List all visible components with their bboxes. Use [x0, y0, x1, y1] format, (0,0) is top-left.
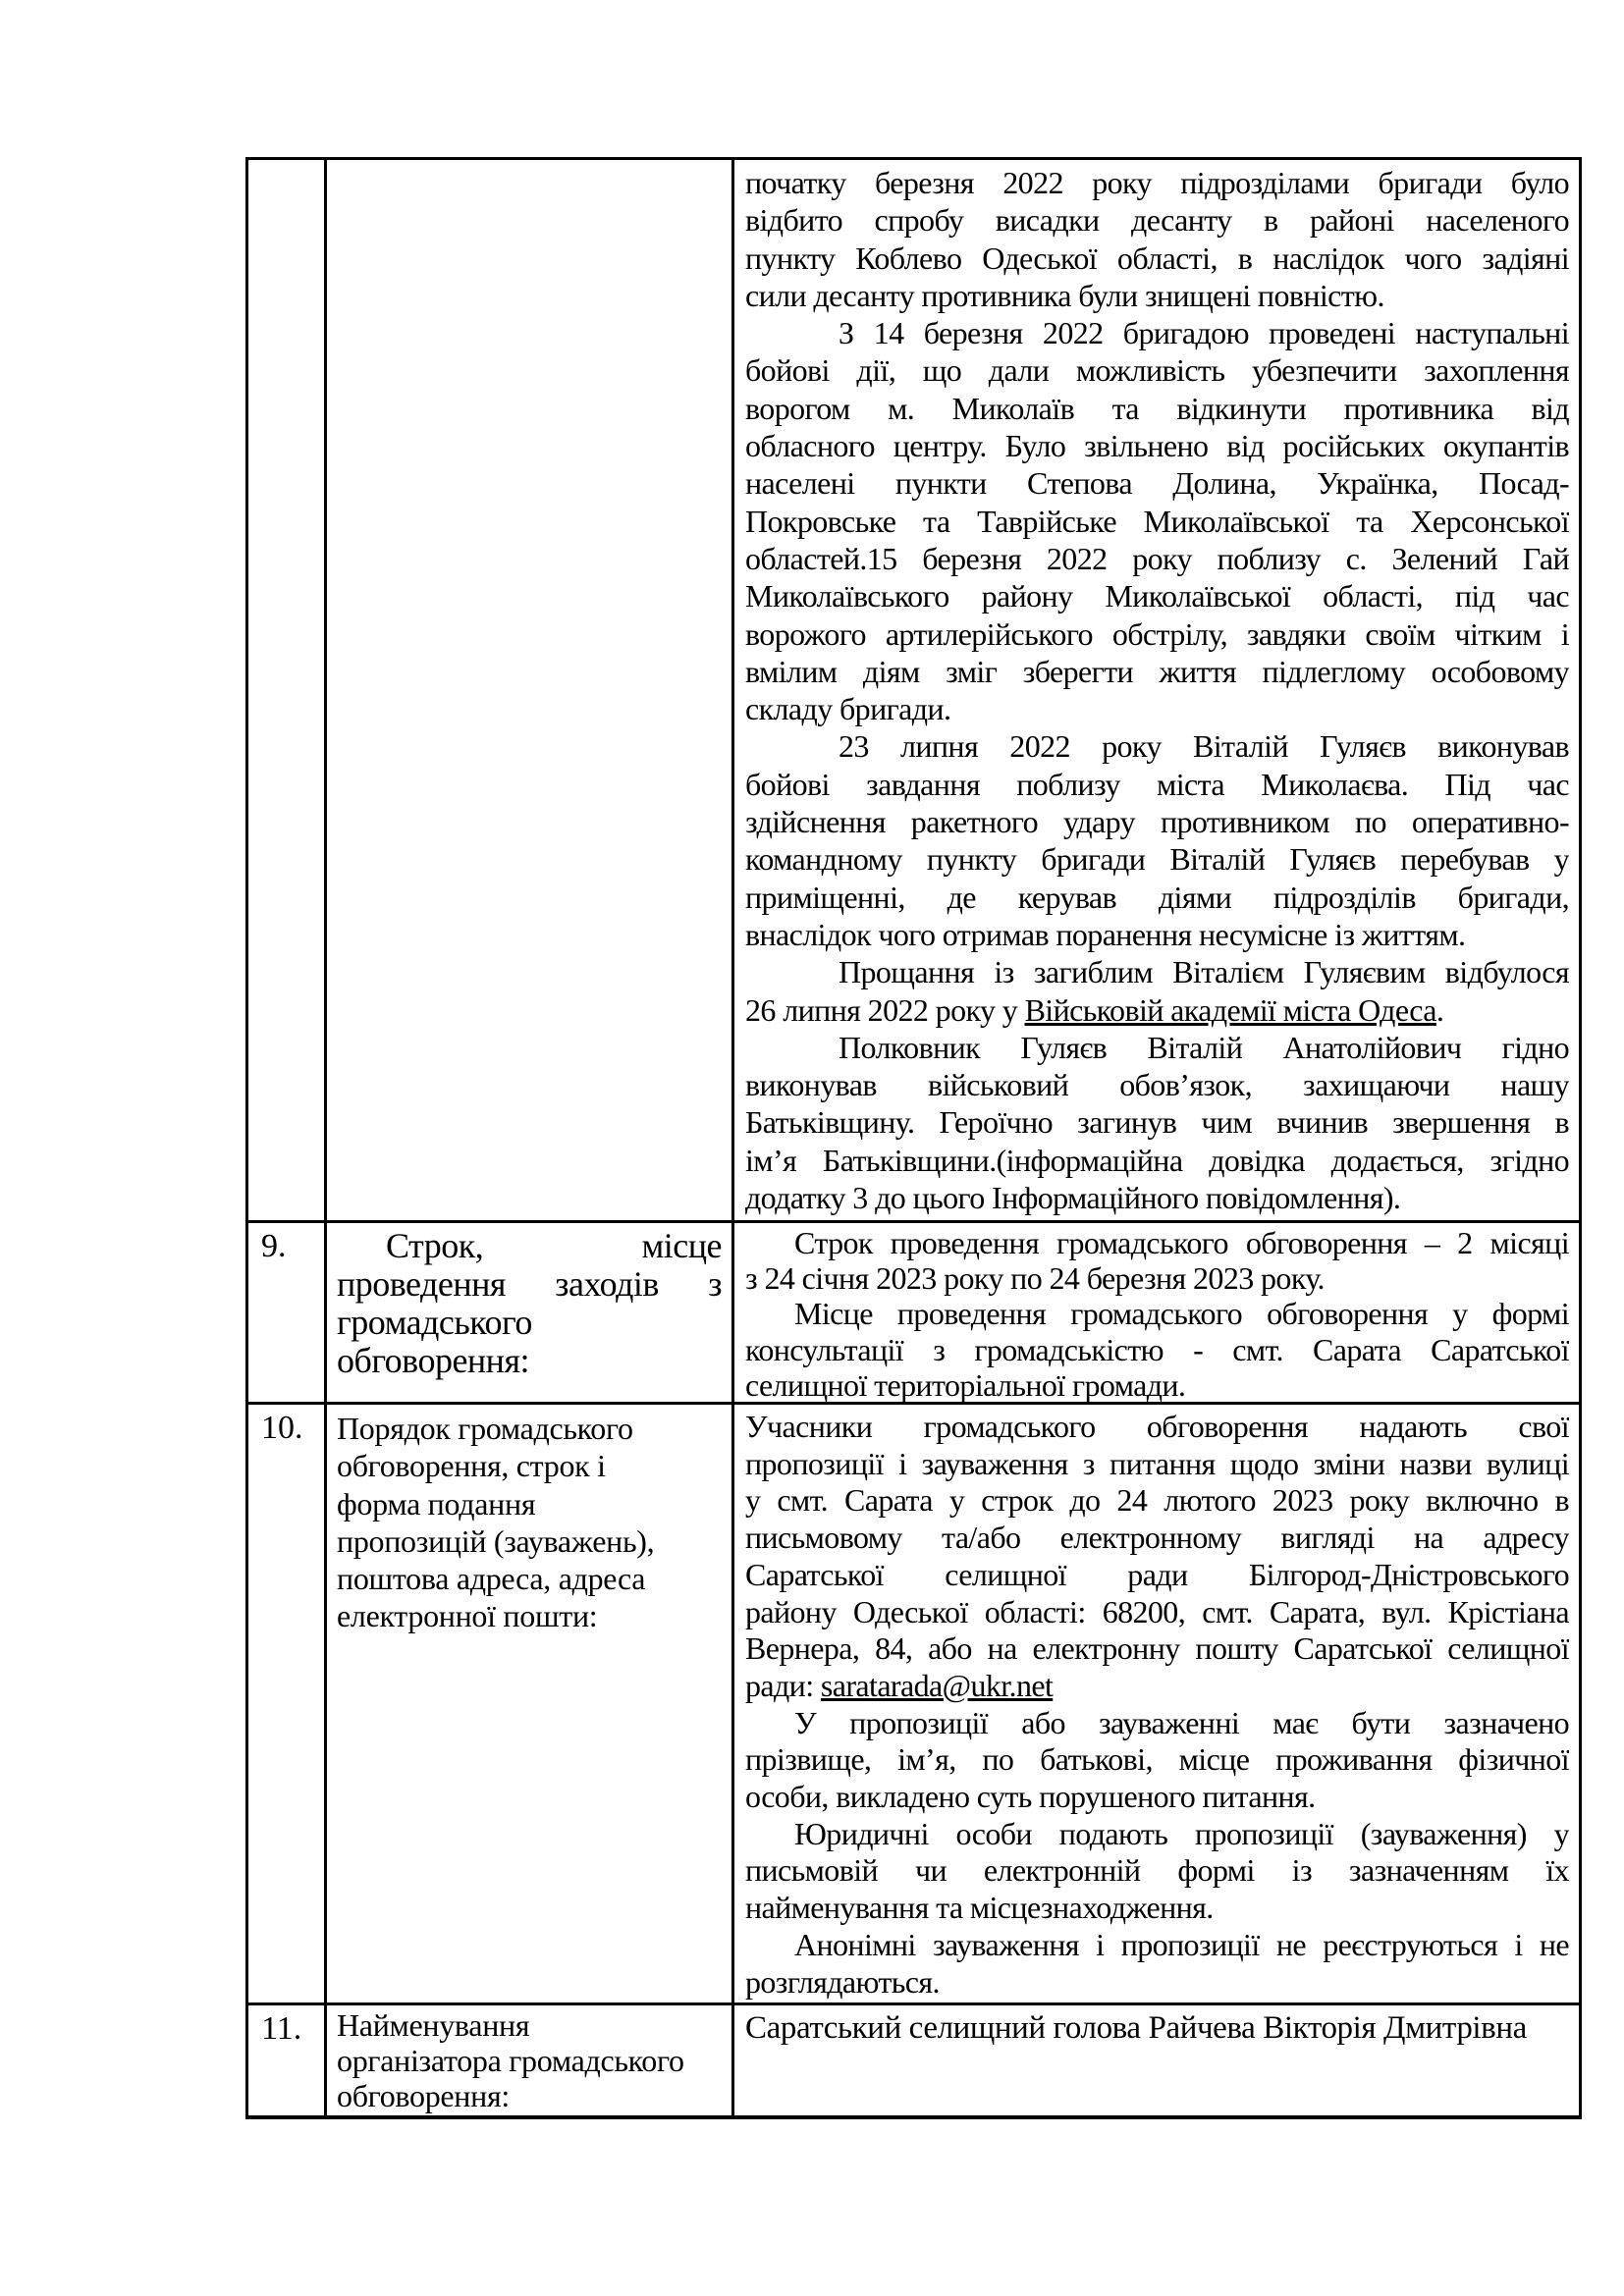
- text-line: форма подання: [337, 1485, 536, 1522]
- row-content-cell: [734, 1405, 1579, 2002]
- text-line: електронної пошти:: [337, 1598, 598, 1634]
- text-line: Місце проведення громадського обговорення у формі: [794, 1296, 1569, 1332]
- text-line: бойові дії, що дали можливість убезпечити захоплення: [745, 352, 1569, 389]
- text-line: обговорення:: [337, 1342, 530, 1380]
- text-line: письмовій чи електронній формі із зазначенням їх: [745, 1852, 1569, 1889]
- text-line: обласного центру. Було звільнено від російських окупантів: [745, 428, 1569, 464]
- text-line: Батьківщину. Героїчно загинув чим вчинив звершення в: [745, 1104, 1569, 1141]
- information-notice-table: [245, 157, 1582, 2119]
- text-line: пропозицій (зауважень),: [337, 1522, 655, 1559]
- row-content-cell: [734, 2005, 1579, 2115]
- table-row-11: [248, 2002, 1579, 2115]
- text-line: організатора громадського: [337, 2043, 684, 2078]
- text-line: 23 липня 2022 року Віталій Гуляєв виконував: [839, 728, 1569, 765]
- row-number-cell: 10.: [248, 1405, 327, 2002]
- text-line: обговорення, строк і: [337, 1448, 606, 1484]
- row-number-cell: 9.: [248, 1223, 327, 1402]
- text-line: Саратської селищної ради Білгород-Дністровського: [745, 1556, 1569, 1592]
- text-line: населені пункти Степова Долина, Українка, Посад-: [745, 465, 1569, 502]
- text-line: Прощання із загиблим Віталієм Гуляєвим відбулося: [839, 954, 1569, 990]
- row-number-cell: 11.: [248, 2005, 327, 2115]
- row-number-cell: [248, 160, 327, 1220]
- text-line: громадського: [337, 1304, 532, 1342]
- text-line: 26 липня 2022 року у Військовій академії міста Одеса.: [745, 991, 1444, 1028]
- table-row-8-continuation: [248, 160, 1579, 1220]
- text-line: селищної територіальної громади.: [745, 1366, 1186, 1402]
- text-line: ради: saratarada@ukr.net: [745, 1667, 1054, 1703]
- text-line: бойові завдання поблизу міста Миколаєва. Під час: [745, 766, 1569, 802]
- text-line: початку березня 2022 року підрозділами бригади було: [745, 165, 1569, 200]
- text-line: проведення заходів з: [337, 1265, 722, 1304]
- text-line: письмовому та/або електронному вигляді на адресу: [745, 1520, 1569, 1556]
- text-line: особи, викладено суть порушеного питання.: [745, 1779, 1316, 1815]
- text-line: відбито спробу висадки десанту в районі населеного: [745, 202, 1569, 239]
- text-line: областей.15 березня 2022 року поблизу с. Зелений Гай: [745, 540, 1569, 576]
- text-line: Юридичні особи подають пропозиції (зауваження) у: [794, 1815, 1569, 1851]
- text-line: складу бригади.: [745, 691, 951, 727]
- text-line: Строк проведення громадського обговорення – 2 місяці: [794, 1225, 1569, 1260]
- table-row-9: [248, 1220, 1579, 1402]
- text-line: Найменування: [337, 2007, 530, 2043]
- text-line: консультації з громадськістю - смт. Сарата Саратської: [745, 1331, 1569, 1367]
- text-line: у смт. Сарата у строк до 24 лютого 2023 року включно в: [745, 1482, 1569, 1519]
- row-content-cell: [734, 160, 1579, 1220]
- text-line: Анонімні зауваження і пропозиції не реєструються і не: [794, 1926, 1569, 1962]
- text-line: приміщенні, де керував діями підрозділів бригади,: [745, 879, 1569, 915]
- text-line: з 24 січня 2023 року по 24 березня 2023 року.: [745, 1260, 1325, 1297]
- text-line: Покровське та Таврійське Миколаївської та Херсонської: [745, 503, 1569, 539]
- text-line: Полковник Гуляєв Віталій Анатолійович гідно: [839, 1029, 1569, 1065]
- text-line: поштова адреса, адреса: [337, 1561, 646, 1597]
- text-line: ворожого артилерійського обстрілу, завдяки своїм чітким і: [745, 615, 1569, 652]
- text-line: командному пункту бригади Віталій Гуляєв перебував у: [745, 841, 1569, 878]
- text-line: внаслідок чого отримав поранення несумісне із життям.: [745, 916, 1466, 952]
- text-line: сили десанту противника були знищені повністю.: [745, 277, 1384, 313]
- text-line: розглядаються.: [745, 1963, 940, 2000]
- text-line: здійснення ракетного удару противником по оперативно-: [745, 804, 1569, 840]
- text-line: виконував військовий обов’язок, захищаючи нашу: [745, 1067, 1569, 1103]
- row-label-cell: [327, 2005, 734, 2115]
- row-content-cell: [734, 1223, 1579, 1402]
- text-line: Саратський селищний голова Райчева Вікторія Дмитрівна: [745, 2010, 1527, 2046]
- text-line: додатку 3 до цього Інформаційного повідомлення).: [745, 1180, 1401, 1216]
- table-row-10: [248, 1402, 1579, 2002]
- text-line: У пропозиції або зауваженні має бути зазначено: [794, 1704, 1569, 1740]
- text-line: пункту Коблево Одеської області, в наслідок чого задіяні: [745, 240, 1569, 276]
- text-line: вмілим діям зміг зберегти життя підлеглому особовому: [745, 653, 1569, 689]
- underlined-text: Військовій академії міста Одеса: [1024, 991, 1436, 1028]
- underlined-text: saratarada@ukr.net: [820, 1667, 1054, 1703]
- row-label-cell: [327, 1405, 734, 2002]
- row-label-cell: [327, 1223, 734, 1402]
- text-line: обговорення:: [337, 2078, 510, 2113]
- text-line: З 14 березня 2022 бригадою проведені наступальні: [839, 315, 1569, 351]
- text-line: Миколаївського району Миколаївської області, під час: [745, 578, 1569, 614]
- text-line: Порядок громадського: [337, 1411, 633, 1446]
- text-line: найменування та місцезнаходження.: [745, 1890, 1214, 1926]
- text-line: району Одеської області: 68200, смт. Сарата, вул. Крістіана: [745, 1593, 1569, 1629]
- text-line: Вернера, 84, або на електронну пошту Саратської селищної: [745, 1630, 1569, 1667]
- row-label-cell: [327, 160, 734, 1220]
- text-line: Строк, місце: [386, 1227, 722, 1265]
- text-line: пропозиції і зауваження з питання щодо зміни назви вулиці: [745, 1445, 1569, 1481]
- text-line: Учасники громадського обговорення надають свої: [745, 1409, 1569, 1444]
- text-line: прізвище, ім’я, по батькові, місце проживання фізичної: [745, 1741, 1569, 1778]
- text-line: ворогом м. Миколаїв та відкинути противника від: [745, 390, 1569, 426]
- text-line: ім’я Батьківщини.(інформаційна довідка додається, згідно: [745, 1142, 1569, 1178]
